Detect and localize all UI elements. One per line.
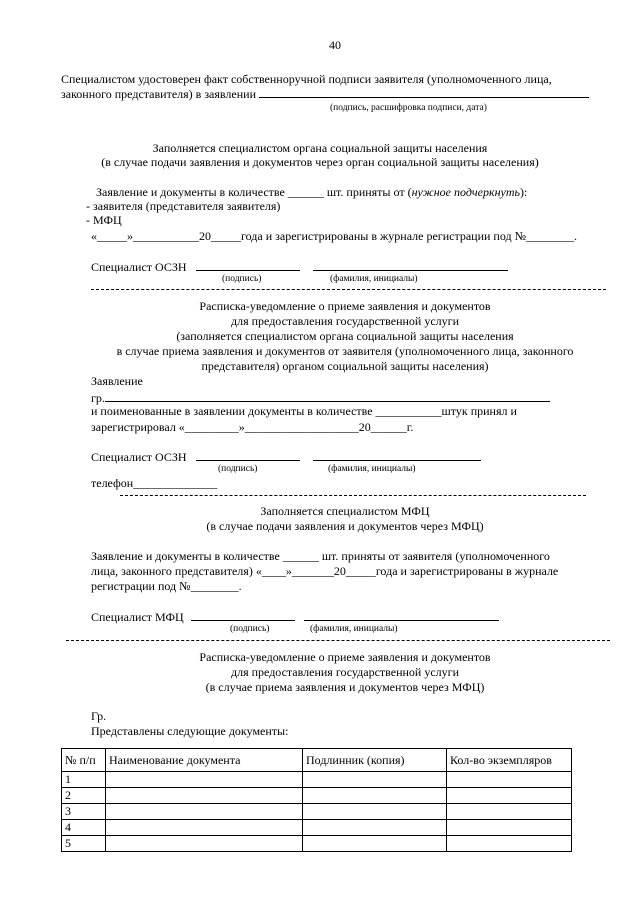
cell-original[interactable] bbox=[303, 820, 447, 836]
table-row bbox=[62, 772, 572, 788]
cell-original[interactable] bbox=[303, 772, 447, 788]
receipt-oszn-name-field bbox=[313, 449, 481, 461]
table-row bbox=[62, 804, 572, 820]
cell-name[interactable] bbox=[106, 820, 303, 836]
row-number: 2 bbox=[62, 788, 106, 804]
cell-count[interactable] bbox=[447, 772, 572, 788]
receipt-oszn-zayavlenie: Заявление bbox=[91, 374, 143, 388]
row-number: 3 bbox=[62, 804, 106, 820]
receipt-oszn-gr-field bbox=[105, 390, 550, 402]
cell-count[interactable] bbox=[447, 836, 572, 852]
receipt-mfc-title-2: для предоставления государственной услуги bbox=[230, 665, 460, 679]
receipt-oszn-reg-line: зарегистрировал «_________»___________________20______г. bbox=[91, 420, 414, 434]
cell-count[interactable] bbox=[447, 804, 572, 820]
mfc-title-1: Заполняется специалистом МФЦ bbox=[260, 504, 430, 518]
oszn-option-applicant: - заявителя (представителя заявителя) bbox=[86, 199, 281, 213]
cell-original[interactable] bbox=[303, 804, 447, 820]
table-row bbox=[62, 788, 572, 804]
receipt-oszn-specialist bbox=[91, 449, 481, 464]
cell-name[interactable] bbox=[106, 772, 303, 788]
receipt-oszn-caption-sign: (подпись) bbox=[218, 464, 258, 474]
table-header-row bbox=[62, 749, 572, 772]
table-row bbox=[62, 836, 572, 852]
row-number: 1 bbox=[62, 772, 106, 788]
oszn-accepted bbox=[96, 185, 527, 199]
col-header-original: Подлинник (копия) bbox=[303, 749, 447, 772]
oszn-caption-sign: (подпись) bbox=[222, 274, 262, 284]
cell-name[interactable] bbox=[106, 804, 303, 820]
mfc-name-field bbox=[304, 609, 499, 621]
col-header-name: Наименование документа bbox=[106, 749, 303, 772]
receipt-oszn-title-5: представителя) органом социальной защиты населения) bbox=[201, 359, 489, 373]
receipt-mfc-title-3: (в случае приема заявления и документов через МФЦ) bbox=[205, 680, 485, 694]
intro-line-2 bbox=[61, 86, 589, 101]
mfc-caption-sign: (подпись) bbox=[230, 624, 270, 634]
mfc-specialist bbox=[91, 609, 499, 624]
receipt-oszn-phone: телефон______________ bbox=[91, 476, 218, 490]
receipt-oszn-caption-name: (фамилия, инициалы) bbox=[328, 464, 416, 474]
cell-original[interactable] bbox=[303, 836, 447, 852]
mfc-sign-field bbox=[191, 609, 295, 621]
oszn-sign-field bbox=[196, 259, 300, 271]
mfc-line-1: Заявление и документы в количестве ______ шт. приняты от заявителя (уполномоченного bbox=[91, 549, 550, 563]
mfc-specialist-label: Специалист МФЦ bbox=[91, 610, 184, 624]
intro-line-2-text: законного представителя) в заявлении bbox=[61, 87, 256, 101]
oszn-registration-line: «_____»___________20_____года и зарегистрированы в журнале регистрации под №________. bbox=[91, 229, 578, 243]
oszn-caption-name: (фамилия, инициалы) bbox=[330, 274, 418, 284]
receipt-oszn-sign-field bbox=[196, 449, 300, 461]
mfc-title-2: (в случае подачи заявления и документов через МФЦ) bbox=[206, 519, 484, 533]
signature-field bbox=[259, 86, 589, 98]
cell-original[interactable] bbox=[303, 788, 447, 804]
receipt-oszn-title-1: Расписка-уведомление о приеме заявления и документов bbox=[199, 299, 491, 313]
page-number: 40 bbox=[329, 38, 341, 52]
oszn-accepted-post: ): bbox=[519, 185, 528, 199]
oszn-accepted-italic: нужное подчеркнуть bbox=[411, 185, 520, 199]
separator-2 bbox=[120, 495, 586, 496]
oszn-title-1: Заполняется специалистом органа социальной защиты населения bbox=[152, 141, 488, 155]
mfc-line-3: регистрации под №________. bbox=[91, 579, 242, 593]
oszn-name-field bbox=[313, 259, 508, 271]
row-number: 4 bbox=[62, 820, 106, 836]
oszn-title-2: (в случае подачи заявления и документов через орган социальной защиты населения) bbox=[101, 155, 539, 169]
mfc-line-2: лица, законного представителя) «____»_______20_____года и зарегистрированы в журнале bbox=[91, 564, 559, 578]
mfc-caption-name: (фамилия, инициалы) bbox=[310, 624, 398, 634]
oszn-specialist bbox=[91, 259, 508, 274]
receipt-mfc-gr: Гр. bbox=[91, 709, 107, 723]
intro-line-1: Специалистом удостоверен факт собственноручной подписи заявителя (уполномоченного лица, bbox=[61, 72, 552, 86]
documents-table bbox=[61, 748, 572, 852]
oszn-option-mfc: - МФЦ bbox=[86, 213, 122, 227]
row-number: 5 bbox=[62, 836, 106, 852]
receipt-oszn-title-2: для предоставления государственной услуги bbox=[230, 314, 460, 328]
oszn-accepted-pre: Заявление и документы в количестве ______ шт. приняты от ( bbox=[96, 185, 412, 199]
cell-name[interactable] bbox=[106, 836, 303, 852]
col-header-count: Кол-во экземпляров bbox=[447, 749, 572, 772]
table-row bbox=[62, 820, 572, 836]
receipt-oszn-specialist-label: Специалист ОСЗН bbox=[91, 450, 187, 464]
separator-1 bbox=[91, 289, 606, 290]
receipt-oszn-title-4: в случае приема заявления и документов от заявителя (уполномоченного лица, законного bbox=[116, 344, 574, 358]
cell-count[interactable] bbox=[447, 788, 572, 804]
receipt-oszn-gr-label: гр. bbox=[91, 391, 105, 405]
receipt-oszn-docs-line: и поименованные в заявлении документы в количестве ___________штук принял и bbox=[91, 404, 517, 418]
receipt-mfc-title-1: Расписка-уведомление о приеме заявления и документов bbox=[199, 650, 491, 664]
cell-count[interactable] bbox=[447, 820, 572, 836]
cell-name[interactable] bbox=[106, 788, 303, 804]
receipt-mfc-presented: Представлены следующие документы: bbox=[91, 724, 289, 738]
receipt-oszn-title-3: (заполняется специалистом органа социальной защиты населения bbox=[176, 329, 514, 343]
separator-3 bbox=[66, 640, 610, 641]
intro-caption: (подпись, расшифровка подписи, дата) bbox=[330, 103, 487, 113]
receipt-oszn-gr bbox=[91, 390, 550, 405]
col-header-number: № п/п bbox=[62, 749, 106, 772]
oszn-specialist-label: Специалист ОСЗН bbox=[91, 260, 187, 274]
